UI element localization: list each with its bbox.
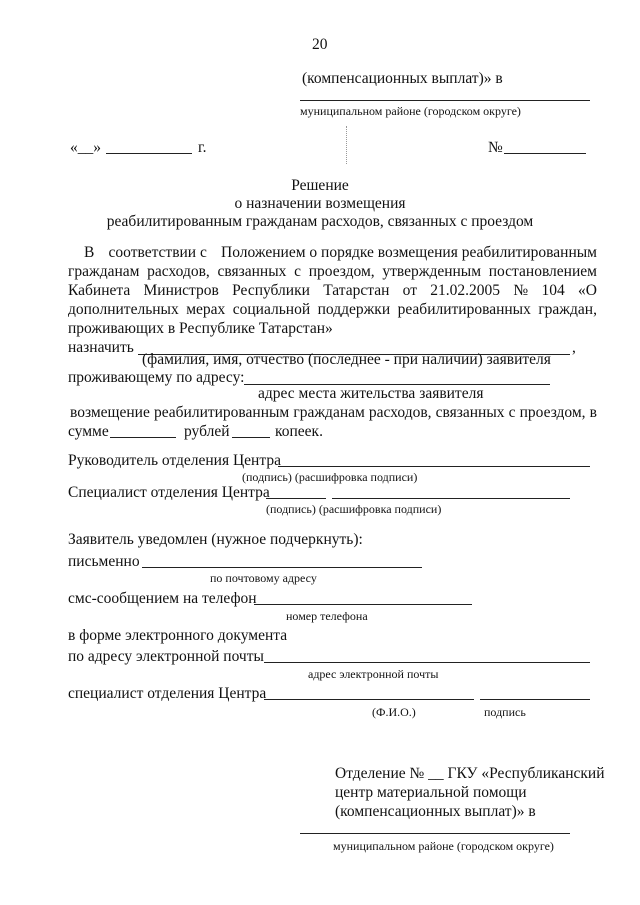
body-word: в <box>589 404 597 421</box>
body-word: поддержки <box>317 301 391 318</box>
notify-fio-caption: (Ф.И.О.) <box>372 705 416 719</box>
address-label: проживающему по адресу: <box>68 369 245 386</box>
body-word: проездом, <box>519 404 586 421</box>
body-word: Положением о порядке возмещения реабилитированным <box>221 244 597 261</box>
body-word: дополнительных <box>68 301 179 318</box>
assign-comma: , <box>572 339 576 356</box>
body-word: граждан, <box>538 301 597 318</box>
fio-caption: (фамилия, имя, отчество (последнее - при наличии) заявителя <box>142 351 551 368</box>
rubles-underline <box>110 437 176 438</box>
footer-line-3: (компенсационных выплат)» в <box>335 803 536 820</box>
body-word: с <box>508 404 516 421</box>
head-label: Руководитель отделения Центра <box>68 452 281 469</box>
footer-line-1: Отделение № __ ГКУ «Республиканский <box>335 765 605 782</box>
notify-fio-underline <box>264 699 474 700</box>
footer-underline <box>300 833 570 834</box>
year-suffix: г. <box>198 139 207 156</box>
date-underline <box>106 153 192 154</box>
body-word: № <box>513 282 529 299</box>
compensation-line-1 <box>70 404 597 422</box>
email-caption: адрес электронной почты <box>308 667 439 681</box>
body-word: Министров <box>143 282 219 299</box>
written-underline <box>142 567 422 568</box>
body-word: возмещение <box>70 404 150 421</box>
assign-label: назначить <box>68 339 134 356</box>
rubles-label: рублей <box>184 423 230 440</box>
body-word: Татарстан <box>323 282 390 299</box>
body-word: В <box>84 244 95 261</box>
address-caption: адрес места жительства заявителя <box>258 385 484 402</box>
spec-name-underline <box>332 498 570 499</box>
body-word: проездом, <box>308 263 375 280</box>
sum-label: сумме <box>68 423 109 440</box>
sms-caption: номер телефона <box>286 609 368 623</box>
written-label: письменно <box>68 553 140 570</box>
header-caption: муниципальном районе (городском округе) <box>300 104 521 118</box>
paragraph-line-2 <box>68 263 597 281</box>
body-word: гражданам <box>68 263 140 280</box>
header-underline <box>300 100 590 101</box>
footer-line-2: центр материальной помощи <box>335 784 527 801</box>
body-word: мерах <box>186 301 226 318</box>
notify-sign-underline <box>480 699 590 700</box>
email-label: по адресу электронной почты <box>68 648 264 665</box>
doc-title: Решение <box>291 177 349 194</box>
body-word: Республики <box>232 282 310 299</box>
spec-sign-underline <box>266 498 326 499</box>
head-caption: (подпись) (расшифровка подписи) <box>242 470 418 484</box>
body-word: социальной <box>232 301 311 318</box>
body-word: расходов, <box>368 404 432 421</box>
body-word: «О <box>577 282 597 299</box>
spec-label: Специалист отделения Центра <box>68 484 270 501</box>
body-word: связанных <box>217 263 287 280</box>
paragraph-line-1 <box>84 244 597 262</box>
paragraph-line-5: проживающих в Республике Татарстан» <box>68 320 333 337</box>
notify-sign-caption: подпись <box>484 705 526 719</box>
body-word: 21.02.2005 <box>430 282 501 299</box>
body-word: соответствии с <box>108 244 207 261</box>
body-word: постановлением <box>488 263 597 280</box>
body-word: утвержденным <box>382 263 482 280</box>
notify-spec-label: специалист отделения Центра <box>68 685 267 702</box>
edoc-label: в форме электронного документа <box>68 627 288 644</box>
body-word: реабилитированных <box>397 301 531 318</box>
body-word: от <box>402 282 417 299</box>
paragraph-line-3 <box>68 282 597 300</box>
page-number: 20 <box>312 36 328 53</box>
number-label: № <box>488 139 503 156</box>
footer-caption: муниципальном районе (городском округе) <box>333 839 554 853</box>
body-word: связанных <box>435 404 505 421</box>
number-underline <box>504 153 586 154</box>
head-underline <box>278 466 590 467</box>
body-word: гражданам <box>293 404 365 421</box>
notify-title: Заявитель уведомлен (нужное подчеркнуть): <box>68 531 363 548</box>
sms-underline <box>254 604 472 605</box>
written-caption: по почтовому адресу <box>210 571 317 585</box>
spec-caption: (подпись) (расшифровка подписи) <box>266 502 442 516</box>
header-line: (компенсационных выплат)» в <box>302 70 503 87</box>
sms-label: смс-сообщением на телефон <box>68 590 257 607</box>
doc-subtitle-1: о назначении возмещения <box>234 195 406 212</box>
body-word: Кабинета <box>68 282 131 299</box>
doc-subtitle-2: реабилитированным гражданам расходов, связанных с проездом <box>106 213 534 230</box>
body-word: реабилитированным <box>153 404 290 421</box>
email-underline <box>264 662 590 663</box>
kopecks-label: копеек. <box>275 423 323 440</box>
body-word: расходов, <box>147 263 210 280</box>
body-word: с <box>294 263 301 280</box>
paragraph-line-4 <box>68 301 597 319</box>
body-word: 104 <box>541 282 565 299</box>
date-prefix: «__» <box>70 139 101 156</box>
margin-mark <box>346 126 347 164</box>
kopecks-underline <box>232 437 270 438</box>
